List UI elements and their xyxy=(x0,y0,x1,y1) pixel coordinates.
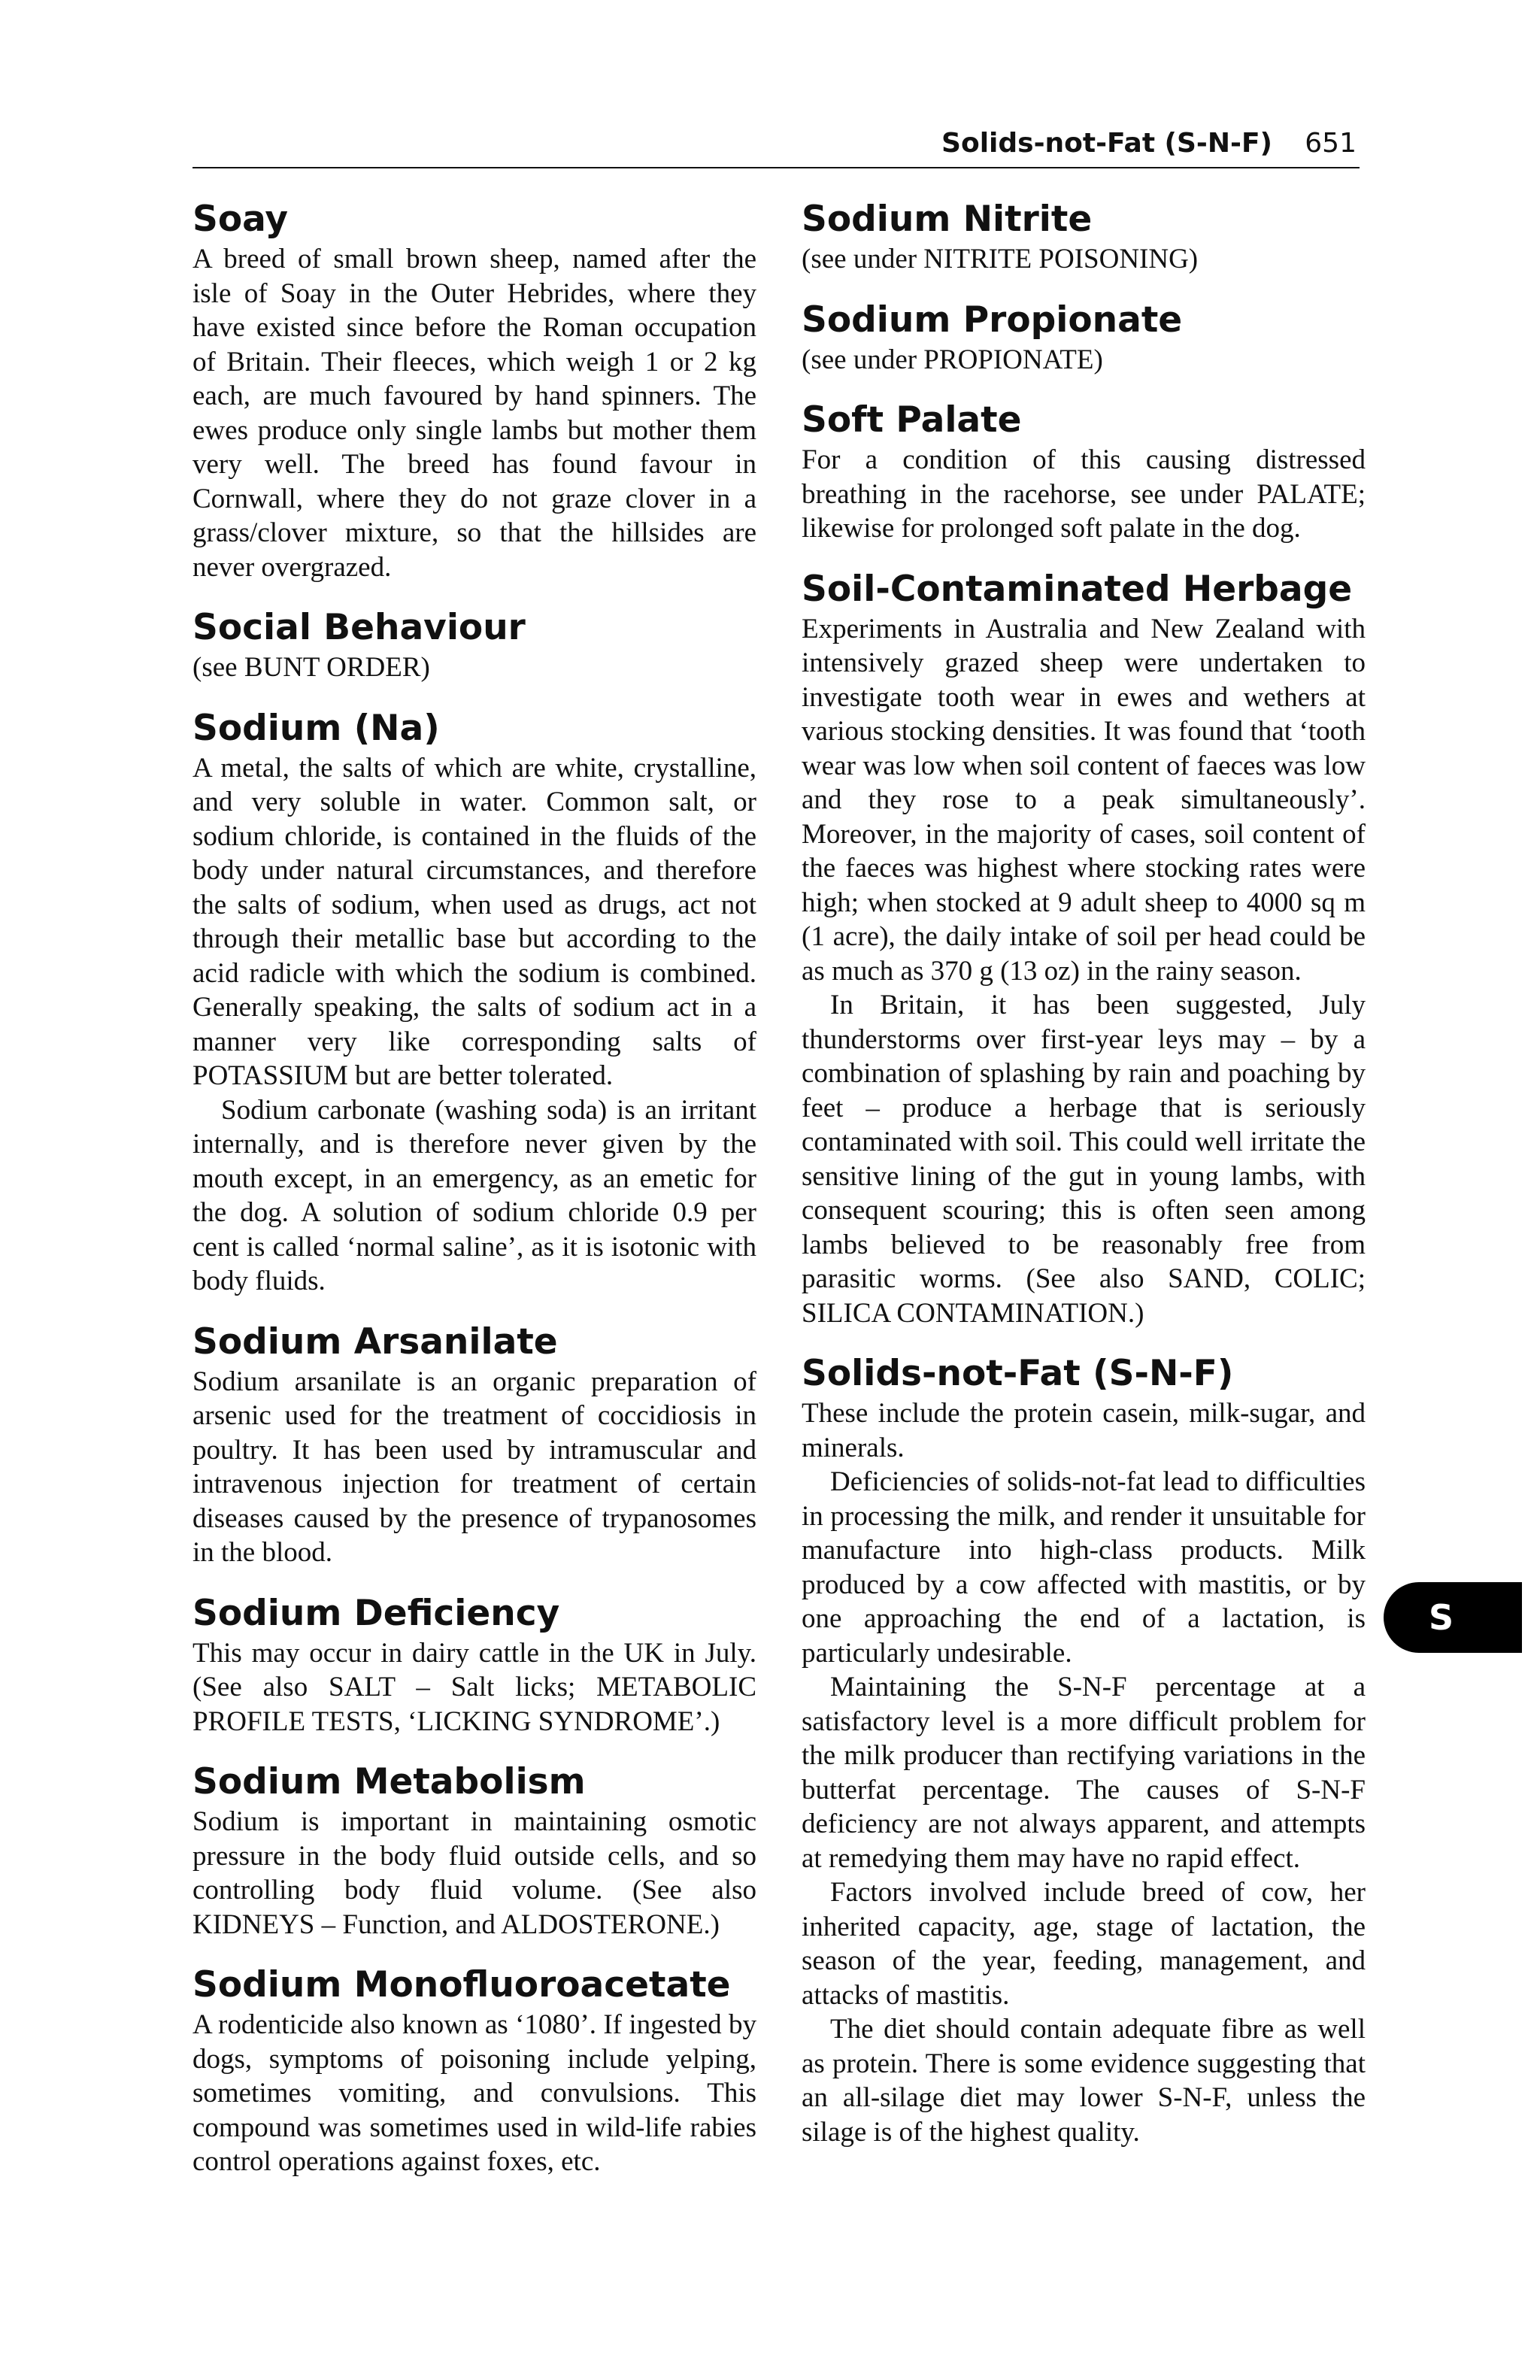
entry-sodium-monofluoroacetate xyxy=(192,1963,756,2179)
entry-sodium-propionate xyxy=(802,298,1366,377)
entry-paragraph: This may occur in dairy cattle in the UK in July. (See also SALT – Salt licks; METABOLIC PROFILE TESTS, ‘LICKING SYNDROME’.) xyxy=(192,1637,756,1737)
entry-paragraph: A rodenticide also known as ‘1080’. If ingested by dogs, symptoms of poisoning include yelping, sometimes vomiting, and convulsions. This compound was sometimes used in wild-life rabies control operations against foxes, etc. xyxy=(192,2009,756,2177)
entry-title: Sodium Deficiency xyxy=(192,1592,560,1634)
entry-paragraph: Factors involved include breed of cow, her inherited capacity, age, stage of lactation, the season of the year, feeding, management, and attacks of mastitis. xyxy=(802,1877,1366,2011)
entry-paragraph: Maintaining the S-N-F percentage at a satisfactory level is a more difficult problem for the milk producer than rectifying variations in the butterfat percentage. The causes of S-N-F deficiency are not always apparent, and attempts at remedying them may have no rapid effect. xyxy=(802,1672,1366,1874)
entry-title: Sodium Metabolism xyxy=(192,1761,586,1802)
cross-reference: (see BUNT ORDER) xyxy=(192,652,430,683)
entry-paragraph: Sodium arsanilate is an organic preparation of arsenic used for the treatment of coccidiosis in poultry. It has been used by intramuscular and intravenous injection for treatment of certain diseases caused by the presence of trypanosomes in the blood. xyxy=(192,1366,756,1568)
page-number: 651 xyxy=(1305,128,1357,159)
entry-title: Sodium (Na) xyxy=(192,707,440,749)
entry-title: Soay xyxy=(192,199,289,240)
entry-sodium-nitrite xyxy=(802,197,1366,277)
entry-soil-contaminated-herbage xyxy=(802,567,1366,1331)
entry-paragraph: A metal, the salts of which are white, crystalline, and very soluble in water. Common salt, or sodium chloride, is contained in the fluids of the body under natural circumstances, and therefore the salts of sodium, when used as drugs, act not through their metallic base but according to the acid radicle with which the sodium is combined. Generally speaking, the salts of sodium act in a manner very like corresponding salts of POTASSIUM but are better tolerated. xyxy=(192,752,756,1091)
entry-title: Solids-not-Fat (S-N-F) xyxy=(802,1353,1234,1394)
entry-title: Soil-Contaminated Herbage xyxy=(802,568,1353,610)
cross-reference: (see under PROPIONATE) xyxy=(802,344,1103,375)
entry-sodium-deficiency xyxy=(192,1591,756,1739)
entry-paragraph: For a condition of this causing distressed breathing in the racehorse, see under PALATE; likewise for prolonged soft palate in the dog. xyxy=(802,444,1366,544)
entry-paragraph: In Britain, it has been suggested, July thunderstorms over first-year leys may – by a combination of splashing by rain and poaching by feet – produce a herbage that is seriously contaminated with soil. This could well irritate the sensitive lining of the gut in young lambs, with consequent scouring; this is often seen among lambs believed to be reasonably free from parasitic worms. (See also SAND, COLIC; SILICA CONTAMINATION.) xyxy=(802,990,1366,1329)
entry-sodium xyxy=(192,706,756,1299)
entry-title: Sodium Monofluoroacetate xyxy=(192,1964,731,2006)
entry-title: Social Behaviour xyxy=(192,607,526,648)
entry-paragraph: Sodium is important in maintaining osmotic pressure in the body fluid outside cells, and so controlling body fluid volume. (See also KIDNEYS – Function, and ALDOSTERONE.) xyxy=(192,1806,756,1940)
entry-paragraph: Experiments in Australia and New Zealand with intensively grazed sheep were undertaken to investigate tooth wear in ewes and wethers at various stocking densities. It was found that ‘tooth wear was low when soil content of faeces was low and they rose to a peak simultaneously’. Moreover, in the majority of cases, soil content of the faeces was highest where stocking rates were high; when stocked at 9 adult sheep to 4000 sq m (1 acre), the daily intake of soil per head could be as much as 370 g (13 oz) in the rainy season. xyxy=(802,613,1366,987)
entry-paragraph: The diet should contain adequate fibre as well as protein. There is some evidence suggesting that an all-silage diet may lower S-N-F, unless the silage is of the highest quality. xyxy=(802,2014,1366,2148)
entry-paragraph: Deficiencies of solids-not-fat lead to difficulties in processing the milk, and render it unsuitable for manufacture into high-class products. Milk produced by a cow affected with mastitis, or by one approaching the end of a lactation, is particularly undesirable. xyxy=(802,1466,1366,1669)
entry-sodium-arsanilate xyxy=(192,1320,756,1570)
entry-sodium-metabolism xyxy=(192,1760,756,1942)
cross-reference: (see under NITRITE POISONING) xyxy=(802,244,1199,274)
entry-social-behaviour xyxy=(192,605,756,685)
entry-paragraph: These include the protein casein, milk-sugar, and minerals. xyxy=(802,1398,1366,1463)
entry-solids-not-fat xyxy=(802,1351,1366,2149)
entry-paragraph: Sodium carbonate (washing soda) is an irritant internally, and is therefore never given by the mouth except, in an emergency, as an emetic for the dog. A solution of sodium chloride 0.9 per cent is called ‘normal saline’, as it is isotonic with body fluids. xyxy=(192,1094,756,1296)
entry-paragraph: A breed of small brown sheep, named after the isle of Soay in the Outer Hebrides, where they have existed since before the Roman occupation of Britain. Their fleeces, which weigh 1 or 2 kg each, are much favoured by hand spinners. The ewes produce only single lambs but mother them very well. The breed has found favour in Cornwall, where they do not graze clover in a grass/clover mixture, so that the hillsides are never overgrazed. xyxy=(192,244,756,583)
entry-title: Sodium Propionate xyxy=(802,299,1183,341)
entry-title: Soft Palate xyxy=(802,399,1022,441)
entry-soft-palate xyxy=(802,398,1366,546)
entry-soay xyxy=(192,197,756,584)
entry-title: Sodium Nitrite xyxy=(802,199,1093,240)
left-column xyxy=(192,197,756,2200)
entry-title: Sodium Arsanilate xyxy=(192,1320,558,1363)
running-head xyxy=(192,123,1360,168)
running-title: Solids-not-Fat (S-N-F) xyxy=(941,128,1272,159)
right-column xyxy=(802,197,1366,2170)
section-thumb-tab: S xyxy=(1384,1582,1522,1653)
